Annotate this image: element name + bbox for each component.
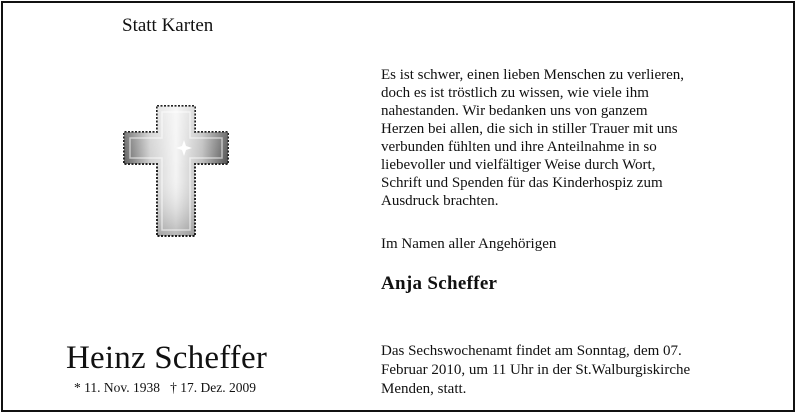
message-line: doch es ist tröstlich zu wissen, wie viele ihm [381, 85, 649, 101]
message-line: nahestanden. Wir bedanken uns von ganzem [381, 103, 648, 119]
memorial-service-notice [381, 342, 781, 399]
notice-line: Das Sechswochenamt findet am Sonntag, dem 07. [381, 343, 682, 359]
family-intro: Im Namen aller Angehörigen [381, 236, 557, 252]
message-line: verbunden fühlten und ihre Anteilnahme in so [381, 139, 657, 155]
notice-line: Menden, statt. [381, 381, 467, 397]
notice-line: Februar 2010, um 11 Uhr in der St.Walburgiskirche [381, 362, 691, 378]
deceased-name: Heinz Scheffer [66, 340, 268, 376]
message-line: Ausdruck brachten. [381, 193, 499, 209]
thank-you-message [381, 66, 781, 210]
message-line: Herzen bei allen, die sich in stiller Trauer mit uns [381, 121, 678, 137]
signer-name: Anja Scheffer [381, 273, 498, 294]
life-dates: * 11. Nov. 1938 † 17. Dez. 2009 [74, 380, 256, 395]
card-heading: Statt Karten [122, 15, 214, 36]
message-line: Es ist schwer, einen lieben Menschen zu verlieren, [381, 67, 685, 83]
message-line: liebevoller und vielfältiger Weise durch Wort, [381, 157, 656, 173]
message-line: Schrift und Spenden für das Kinderhospiz zum [381, 175, 663, 191]
cross-icon [122, 104, 230, 238]
